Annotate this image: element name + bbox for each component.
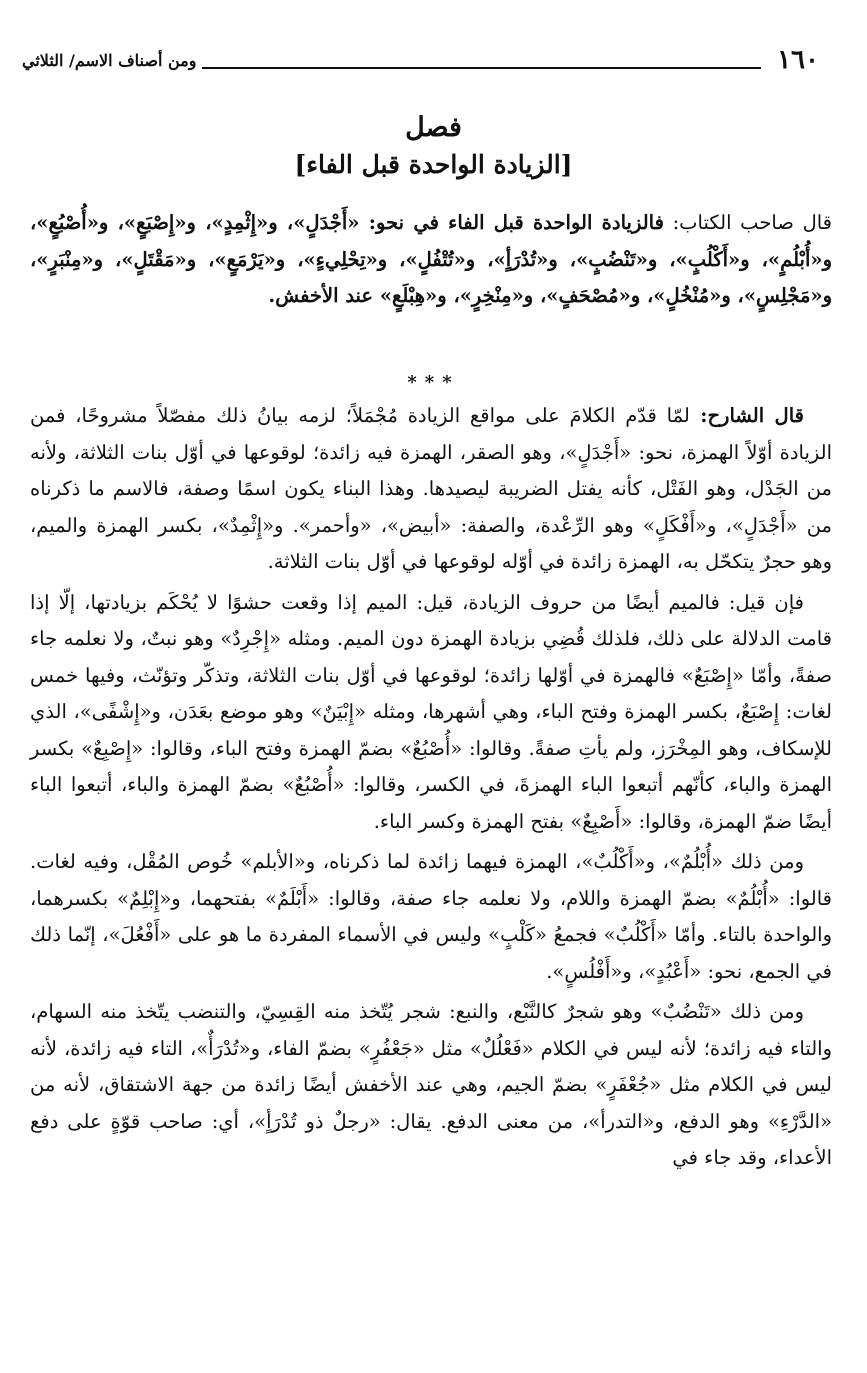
commentary-label: قال الشارح: <box>689 404 804 427</box>
running-title: ومن أصناف الاسم/ الثلاثي <box>22 50 197 70</box>
section-title: فصل <box>405 112 462 143</box>
header-rule <box>202 67 761 69</box>
commentary <box>30 398 832 1181</box>
running-header <box>22 40 819 80</box>
page-number: ١٦٠ <box>777 45 819 75</box>
commentary-paragraph: ومن ذلك «أُبْلُمٌ»، و«أَكْلُبٌ»، الهمزة فيهما زائدة لما ذكرناه، و«الأبلم» خُوص المُقْل، وفيه لغات. قالوا: «أُبْلُمٌ» بضمّ الهمزة واللام، ولا نعلمه جاء صفة، وقالوا: «أَبْلَمٌ» بفتحهما، و«إِبْلِمٌ» بكسرهما، والواحدة بالتاء. وأمّا «أَكْلُبٌ» فجمعُ «كَلْبٍ» وليس في الأسماء المفردة ما هو على «أَفْعُلَ»، إنّما ذلك في الجمع، نحو: «أَعْبُدٍ»، و«أَفْلُسٍ». <box>30 850 832 983</box>
commentary-paragraph: ومن ذلك «تَنْضُبٌ» وهو شجرٌ كالنَّبْع، والنبع: شجر يُتّخذ منه القِسِيّ، والتنضب يتّخذ منه السهام، والتاء فيه زائدة؛ لأنه ليس في الكلام «فَعْلُلٌ» مثل «جَعْفُرٍ» بضمّ الفاء، و«تُدْرَأٌ»، التاء فيه زائدة، لأنه ليس في الكلام مثل «جُعْفَرٍ» بضمّ الجيم، وهي عند الأخفش أيضًا زائدة من جهة الاشتقاق، لأنه من «الدَّرْءِ» وهو الدفع، و«التدرأ»، من معنى الدفع. يقال: «رجلٌ ذو تُدْرَأٍ»، أي: صاحب قوّةٍ على دفع الأعداء، وقد جاء في <box>30 1000 832 1169</box>
commentary-paragraph <box>30 398 832 581</box>
commentary-paragraph: فإن قيل: فالميم أيضًا من حروف الزيادة، قيل: الميم إذا وقعت حشوًا لا يُحْكَم بزيادتها، إلّا إذا قامت الدلالة على ذلك، فلذلك قُضِي بزيادة الهمزة دون الميم. ومثله «إِجْرِدٌ» وهو نبتٌ، ولا نعلمه جاء صفةً، وأمّا «إِصْبَعٌ» فالهمزة في أوّلها زائدة؛ لوقوعها في أوّل بنات الثلاثة، وتذكّر وتؤنّث، وفيها خمس لغات: إِصْبَعٌ، بكسر الهمزة وفتح الباء، وهي أشهرها، ومثله «إِبْيَنٌ» وهو موضع بعَدَن، و«إِشْفًى»، الذي للإسكاف، وهو المِخْرَز، ولم يأتِ صفةً. وقالوا: «أُصْبُعٌ» بضمّ الهمزة وفتح الباء، وقالوا: «إِصْبِعٌ» بكسر الهمزة والباء، كأنّهم أتبعوا الباء الهمزةَ، في الكسر، وقالوا: «أُصْبُعٌ» بضمّ الهمزة والباء، أتبعوا الباء أيضًا ضمّ الهمزة، وقالوا: «أَصْبِعٌ» بفتح الهمزة وكسر الباء. <box>30 590 832 833</box>
matn-text: فالزيادة الواحدة قبل الفاء في نحو: «أَجْدَلٍ»، و«إِثْمِدٍ»، و«إِصْبَعٍ»، و«أُصْبُعٍ»، و«أُبْلُمٍ»، و«أَكْلُبٍ»، و«تَنْضُبٍ»، و«تُدْرَأٍ»، و«تُتْفُلٍ»، و«تِحْلِيءٍ»، و«يَرْمَعٍ»، و«مَقْتَلٍ»، و«مِنْبَرٍ»، و«مَجْلِسٍ»، و«مُنْخُلٍ»، و«مُصْحَفٍ»، و«مِنْخِرٍ»، و«هِبْلَعٍ» عند الأخفش. <box>30 211 832 307</box>
section-subtitle: [الزيادة الواحدة قبل الفاء] <box>294 150 573 179</box>
section-separator: *** <box>407 372 460 393</box>
commentary-text: لمّا قدّم الكلامَ على مواقع الزيادة مُجْمَلاً؛ لزمه بيانُ ذلك مفصّلاً مشروحًا، فمن الزيادة أوّلاً الهمزة، نحو: «أَجْدَلٍ»، وهو الصقر، الهمزة فيه زائدة؛ لوقوعها في أوّل بنات الثلاثة، ولأنه من الجَدْل، وهو الفَتْل، كأنه يفتل الضريبة ليصيدها. وهذا البناء يكون اسمًا وصفة، فالاسم ما ذكرناه من «أَجْدَلٍ»، و«أَفْكَلٍ» وهو الرِّعْدة، والصفة: «أبيض»، «وأحمر». و«إِثْمِدٌ»، بكسر الهمزة والميم، وهو حجرٌ يتكحّل به، الهمزة زائدة في أوّله لوقوعها في أوّل بنات الثلاثة. <box>30 404 832 573</box>
matn-lead: قال صاحب الكتاب: <box>663 211 833 234</box>
matn-paragraph <box>30 205 832 315</box>
